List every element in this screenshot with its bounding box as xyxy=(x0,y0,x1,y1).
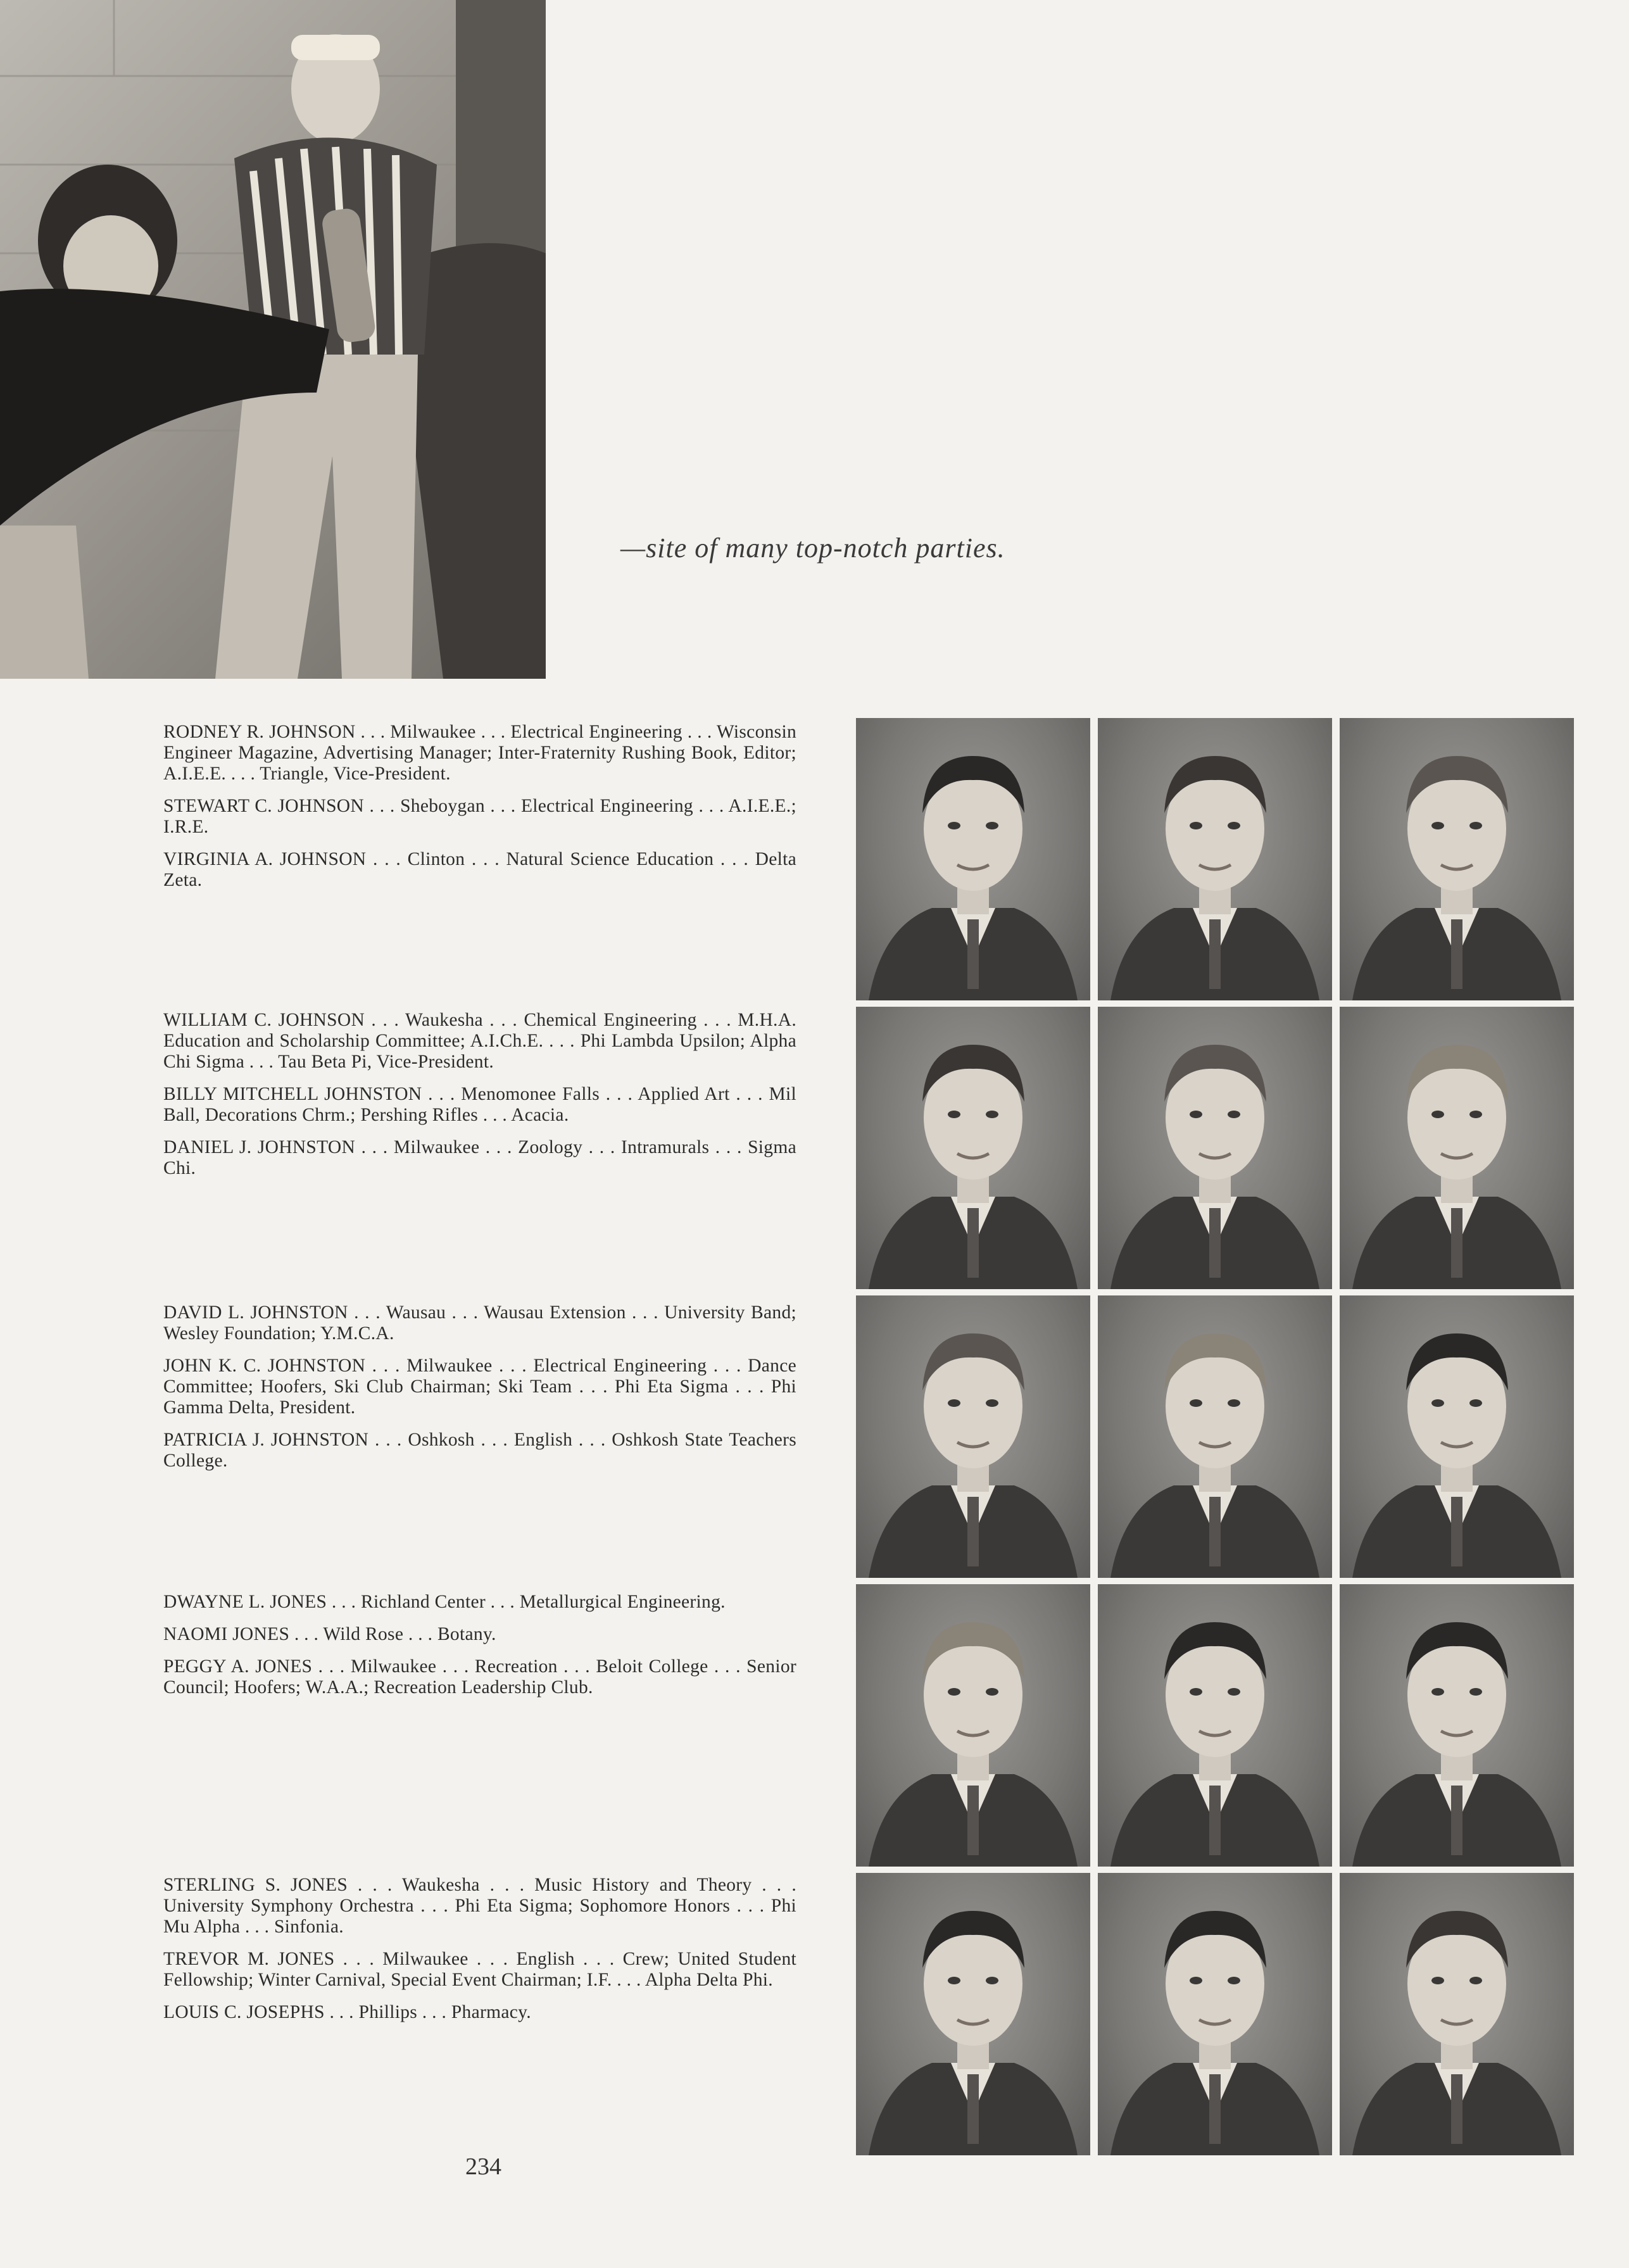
bio-entry: DANIEL J. JOHNSTON . . . Milwaukee . . . Zoology . . . Intramurals . . . Sigma Chi. xyxy=(163,1137,796,1178)
portrait-grid xyxy=(856,718,1571,2148)
student-portrait xyxy=(1098,1007,1332,1289)
bio-entry: STEWART C. JOHNSON . . . Sheboygan . . . Electrical Engineering . . . A.I.E.E.; I.R.E. xyxy=(163,796,796,837)
student-portrait xyxy=(856,1295,1090,1578)
bio-group-4 xyxy=(163,1592,796,1710)
student-portrait xyxy=(1098,718,1332,1000)
bio-entry: JOHN K. C. JOHNSTON . . . Milwaukee . . . Electrical Engineering . . . Dance Committee; Hoofers, Ski Club Chairman; Ski Team . . . Phi Eta Sigma . . . Phi Gamma Delta, President. xyxy=(163,1356,796,1418)
student-portrait xyxy=(1340,1007,1574,1289)
bio-entry: VIRGINIA A. JOHNSON . . . Clinton . . . Natural Science Education . . . Delta Zeta. xyxy=(163,849,796,890)
bio-entry: DAVID L. JOHNSTON . . . Wausau . . . Wausau Extension . . . University Band; Wesley Foundation; Y.M.C.A. xyxy=(163,1302,796,1344)
student-portrait xyxy=(856,1007,1090,1289)
student-portrait xyxy=(1340,1584,1574,1867)
bio-entry: DWAYNE L. JONES . . . Richland Center . . . Metallurgical Engineering. xyxy=(163,1592,726,1612)
student-portrait xyxy=(1340,718,1574,1000)
bio-group-2 xyxy=(163,1010,796,1190)
student-portrait xyxy=(856,718,1090,1000)
student-portrait xyxy=(1098,1584,1332,1867)
bio-entry: PATRICIA J. JOHNSTON . . . Oshkosh . . . English . . . Oshkosh State Teachers College. xyxy=(163,1430,796,1471)
photo-caption: —site of many top-notch parties. xyxy=(620,532,1005,564)
bio-entry: LOUIS C. JOSEPHS . . . Phillips . . . Pharmacy. xyxy=(163,2002,531,2022)
student-portrait xyxy=(1340,1295,1574,1578)
bio-group-1 xyxy=(163,722,796,902)
bio-group-5 xyxy=(163,1875,796,2034)
bio-entry: NAOMI JONES . . . Wild Rose . . . Botany. xyxy=(163,1624,496,1644)
bio-entry: WILLIAM C. JOHNSON . . . Waukesha . . . Chemical Engineering . . . M.H.A. Education and Scholarship Committee; A.I.Ch.E. . . . Phi Lambda Upsilon; Alpha Chi Sigma . . . Tau Beta Pi, Vice-President. xyxy=(163,1010,796,1072)
bio-entry: BILLY MITCHELL JOHNSTON . . . Menomonee Falls . . . Applied Art . . . Mil Ball, Decorations Chrm.; Pershing Rifles . . . Acacia. xyxy=(163,1084,796,1125)
bio-entry: RODNEY R. JOHNSON . . . Milwaukee . . . Electrical Engineering . . . Wisconsin Engineer Magazine, Advertising Manager; Inter-Fraternity Rushing Book, Editor; A.I.E.E. . . . Triangle, Vice-President. xyxy=(163,722,796,784)
student-portrait xyxy=(1098,1295,1332,1578)
student-portrait xyxy=(1098,1873,1332,2155)
candid-party-photo xyxy=(0,0,546,679)
bio-entry: TREVOR M. JONES . . . Milwaukee . . . English . . . Crew; United Student Fellowship; Winter Carnival, Special Event Chairman; I.F. . . . Alpha Delta Phi. xyxy=(163,1949,796,1990)
bio-entry: PEGGY A. JONES . . . Milwaukee . . . Recreation . . . Beloit College . . . Senior Council; Hoofers; W.A.A.; Recreation Leadership Club. xyxy=(163,1656,796,1698)
student-portrait xyxy=(1340,1873,1574,2155)
page-number: 234 xyxy=(465,2153,501,2180)
bio-entry: STERLING S. JONES . . . Waukesha . . . Music History and Theory . . . University Symphony Orchestra . . . Phi Eta Sigma; Sophomore Honors . . . Phi Mu Alpha . . . Sinfonia. xyxy=(163,1875,796,1937)
student-portrait xyxy=(856,1584,1090,1867)
student-portrait xyxy=(856,1873,1090,2155)
bio-group-3 xyxy=(163,1302,796,1483)
